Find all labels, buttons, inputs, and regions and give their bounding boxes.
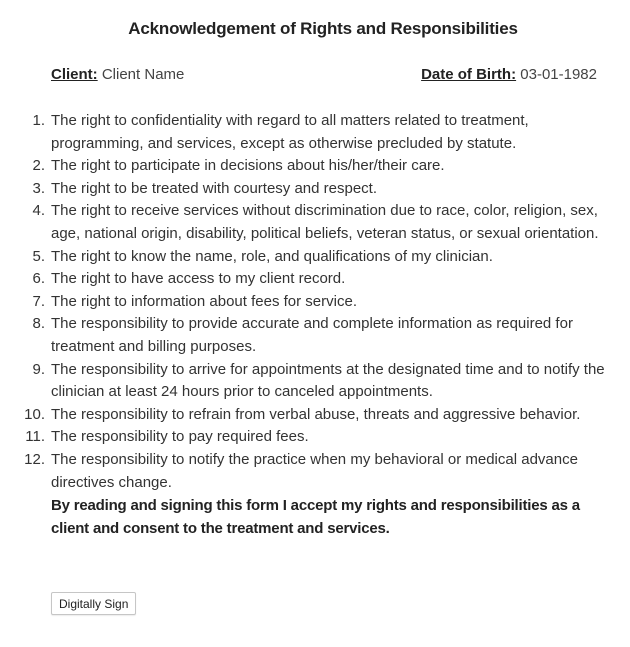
list-number: 11. xyxy=(25,428,45,446)
list-item xyxy=(32,359,611,404)
dob-value: 03-01-1982 xyxy=(520,66,597,83)
list-number: 6. xyxy=(32,270,45,288)
list-item-text: The responsibility to arrive for appointments at the designated time and to notify the clinician at least 24 hours prior to canceled appointments. xyxy=(51,360,605,401)
digitally-sign-button[interactable]: Digitally Sign xyxy=(51,592,136,615)
list-item xyxy=(32,200,611,245)
list-item-text: The responsibility to pay required fees. xyxy=(51,428,309,446)
list-item xyxy=(32,110,611,155)
list-number: 4. xyxy=(32,202,45,220)
list-number: 2. xyxy=(32,157,45,175)
list-item-text: The right to be treated with courtesy and respect. xyxy=(51,179,378,197)
client-label: Client: xyxy=(51,66,98,83)
list-number: 8. xyxy=(32,315,45,333)
list-number: 5. xyxy=(32,247,45,265)
dob-field xyxy=(421,66,597,83)
list-item-text: The right to participate in decisions about his/her/their care. xyxy=(51,157,445,175)
list-number: 1. xyxy=(32,112,45,129)
list-item xyxy=(24,449,611,494)
list-number: 3. xyxy=(32,179,45,197)
list-item-text: The right to receive services without discrimination due to race, color, religion, sex, age, national origin, disability, political beliefs, veteran status, or sexual orientation. xyxy=(51,202,599,242)
list-item xyxy=(32,313,611,358)
list-item xyxy=(25,426,611,449)
list-item-text: The right to confidentiality with regard to all matters related to treatment, programming, and services, except as otherwise precluded by statute. xyxy=(51,112,529,152)
list-item xyxy=(32,246,611,269)
list-item-text: The right to have access to my client record. xyxy=(51,270,346,288)
list-item xyxy=(32,291,611,314)
list-item xyxy=(24,404,611,427)
list-number: 12. xyxy=(24,450,45,468)
acknowledgement-statement: By reading and signing this form I accept my rights and responsibilities as a client and consent to the treatment and services. xyxy=(51,497,580,537)
list-item xyxy=(32,178,611,201)
list-item-text: The responsibility to notify the practice when my behavioral or medical advance directives change. xyxy=(51,450,578,491)
list-number: 9. xyxy=(32,360,45,378)
list-item-text: The right to know the name, role, and qualifications of my clinician. xyxy=(51,247,493,265)
rights-list xyxy=(24,110,611,494)
list-item-text: The right to information about fees for service. xyxy=(51,292,357,310)
list-number: 10. xyxy=(24,405,45,423)
list-item xyxy=(32,155,611,178)
page-title: Acknowledgement of Rights and Responsibilities xyxy=(128,19,518,38)
list-number: 7. xyxy=(32,292,45,310)
client-name-value: Client Name xyxy=(101,66,185,83)
dob-label: Date of Birth: xyxy=(421,66,517,83)
list-item xyxy=(32,268,611,291)
list-item-text: The responsibility to refrain from verbal abuse, threats and aggressive behavior. xyxy=(51,405,581,423)
client-field xyxy=(51,66,184,83)
list-item-text: The responsibility to provide accurate and complete information as required for treatment and billing purposes. xyxy=(51,315,573,355)
